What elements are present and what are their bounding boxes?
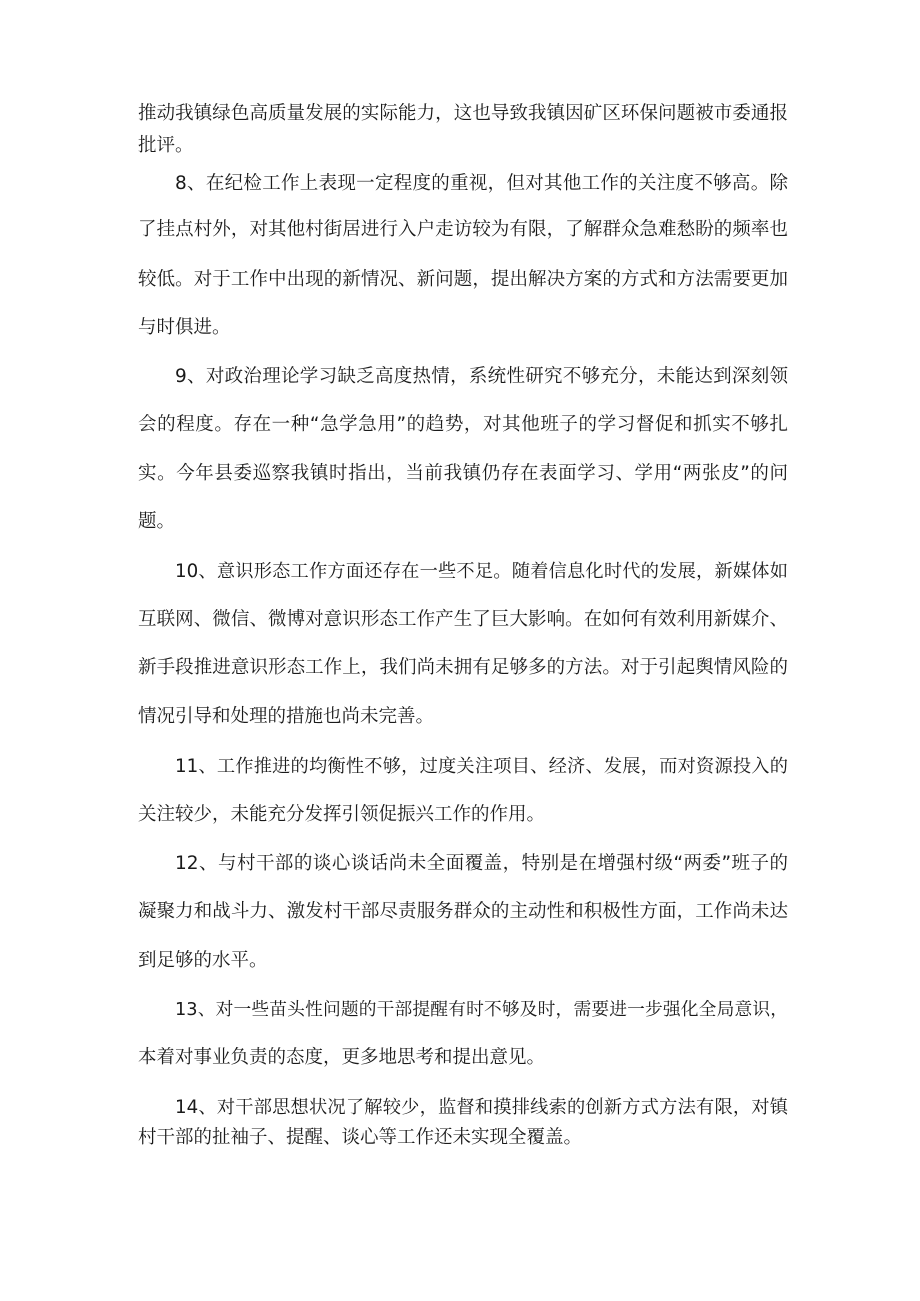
paragraph-item-10-cont	[138, 652, 788, 684]
paragraph-item-8-cont	[138, 264, 788, 296]
text-line: 实。今年县委巡察我镇时指出，当前我镇仍存在表面学习、学用“两张皮”的问	[138, 463, 788, 484]
paragraph-item-13-cont	[138, 1042, 788, 1074]
text-line: 批评。	[138, 135, 194, 156]
paragraph-item-13	[138, 994, 788, 1026]
text-line: 新手段推进意识形态工作上，我们尚未拥有足够多的方法。对于引起舆情风险的	[138, 657, 788, 678]
text-line: 题。	[138, 511, 176, 532]
text-line: 13、对一些苗头性问题的干部提醒有时不够及时，需要进一步强化全局意识，	[175, 1000, 788, 1020]
text-line: 与时俱进。	[138, 317, 231, 338]
paragraph-item-11	[138, 751, 788, 783]
text-line: 本着对事业负责的态度，更多地思考和提出意见。	[138, 1047, 546, 1068]
text-line: 会的程度。存在一种“急学急用”的趋势，对其他班子的学习督促和抓实不够扎	[138, 414, 788, 435]
text-line: 凝聚力和战斗力、激发村干部尽责服务群众的主动性和积极性方面，工作尚未达	[138, 901, 788, 922]
paragraph-item-12-cont	[138, 896, 788, 928]
paragraph-item-10-cont	[138, 701, 788, 733]
paragraph-item-10	[138, 556, 788, 588]
text-line: 9、对政治理论学习缺乏高度热情，系统性研究不够充分，未能达到深刻领	[175, 366, 788, 387]
paragraph-continuation	[138, 98, 788, 162]
paragraph-item-8-cont	[138, 214, 788, 246]
text-line: 10、意识形态工作方面还存在一些不足。随着信息化时代的发展，新媒体如	[175, 561, 788, 582]
paragraph-item-11-cont	[138, 799, 788, 831]
paragraph-item-9	[138, 361, 788, 393]
paragraph-item-9-cont	[138, 458, 788, 490]
paragraph-item-12-cont	[138, 945, 788, 977]
text-line: 推动我镇绿色高质量发展的实际能力，这也导致我镇因矿区环保问题被市委通报	[138, 103, 788, 124]
text-line: 关注较少，未能充分发挥引领促振兴工作的作用。	[138, 804, 546, 825]
text-line: 到足够的水平。	[138, 950, 268, 971]
paragraph-item-9-cont	[138, 409, 788, 441]
text-line: 11、工作推进的均衡性不够，过度关注项目、经济、发展，而对资源投入的	[175, 756, 788, 777]
text-line: 较低。对于工作中出现的新情况、新问题，提出解决方案的方式和方法需要更加	[138, 269, 788, 290]
paragraph-item-8	[138, 168, 788, 200]
text-line: 互联网、微信、微博对意识形态工作产生了巨大影响。在如何有效利用新媒介、	[138, 609, 788, 630]
paragraph-item-12	[138, 848, 788, 880]
text-line: 12、与村干部的谈心谈话尚未全面覆盖，特别是在增强村级“两委”班子的	[175, 853, 788, 874]
text-line: 了挂点村外，对其他村街居进行入户走访较为有限，了解群众急难愁盼的频率也	[138, 219, 788, 240]
paragraph-item-14	[138, 1093, 788, 1153]
paragraph-item-10-cont	[138, 604, 788, 636]
paragraph-item-9-cont	[138, 506, 788, 538]
text-line: 村干部的扯袖子、提醒、谈心等工作还未实现全覆盖。	[138, 1127, 583, 1148]
paragraph-item-8-cont	[138, 312, 788, 344]
text-line: 14、对干部思想状况了解较少，监督和摸排线索的创新方式方法有限，对镇	[175, 1097, 788, 1118]
text-line: 情况引导和处理的措施也尚未完善。	[138, 706, 435, 727]
text-line: 8、在纪检工作上表现一定程度的重视，但对其他工作的关注度不够高。除	[175, 173, 788, 194]
